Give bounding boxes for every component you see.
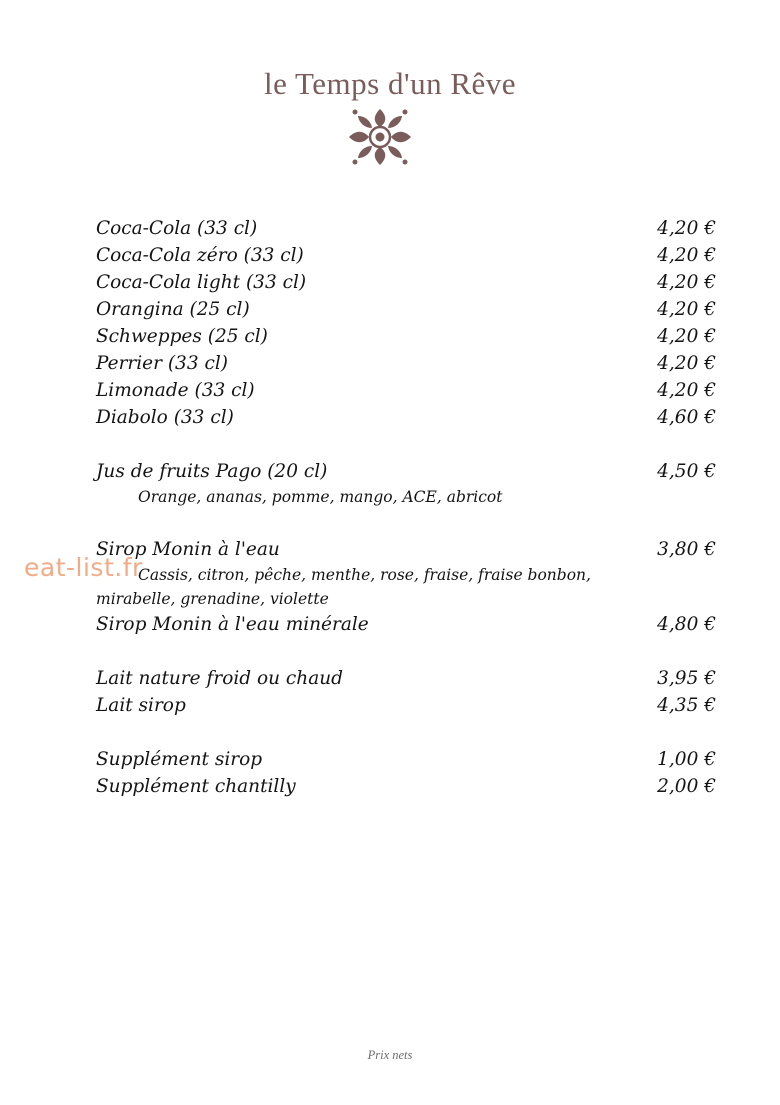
menu-item — [96, 773, 716, 800]
item-name: Lait nature froid ou chaud — [96, 668, 343, 689]
menu-group-sodas — [96, 215, 716, 431]
item-name: Coca-Cola light (33 cl) — [96, 272, 307, 293]
menu-title: le Temps d'un Rêve — [263, 66, 517, 101]
item-description: Cassis, citron, pêche, menthe, rose, fraise, fraise bonbon, — [138, 566, 591, 584]
menu-item — [96, 215, 716, 242]
menu-group-juice — [96, 458, 716, 509]
item-name: Supplément sirop — [96, 749, 263, 770]
item-price: 4,60 € — [657, 407, 716, 428]
menu-item — [96, 458, 716, 485]
menu-item — [96, 269, 716, 296]
item-name: Lait sirop — [96, 695, 186, 716]
item-price: 4,20 € — [657, 326, 716, 347]
spacer — [96, 509, 716, 536]
menu-item — [96, 377, 716, 404]
menu-item — [96, 665, 716, 692]
item-price: 4,35 € — [657, 695, 716, 716]
item-price: 4,80 € — [657, 614, 716, 635]
item-name: Sirop Monin à l'eau — [96, 539, 280, 560]
menu-item — [96, 323, 716, 350]
item-price: 4,20 € — [657, 245, 716, 266]
watermark: eat-list.fr — [24, 553, 143, 582]
item-price: 4,20 € — [657, 218, 716, 239]
spacer — [96, 719, 716, 746]
item-price: 4,20 € — [657, 272, 716, 293]
menu-item — [96, 536, 716, 563]
menu-group-milk — [96, 665, 716, 719]
item-price: 4,20 € — [657, 380, 716, 401]
ornament-icon — [345, 106, 415, 168]
item-price: 1,00 € — [657, 749, 716, 770]
item-name: Perrier (33 cl) — [96, 353, 228, 374]
menu-item — [96, 404, 716, 431]
item-price: 4,20 € — [657, 353, 716, 374]
item-price: 3,80 € — [657, 539, 716, 560]
item-name: Sirop Monin à l'eau minérale — [96, 614, 369, 635]
item-price: 3,95 € — [657, 668, 716, 689]
item-name: Coca-Cola (33 cl) — [96, 218, 258, 239]
drinks-menu — [96, 215, 716, 800]
item-name: Diabolo (33 cl) — [96, 407, 234, 428]
item-name: Orangina (25 cl) — [96, 299, 250, 320]
item-description: Orange, ananas, pomme, mango, ACE, abricot — [138, 488, 503, 506]
item-name: Supplément chantilly — [96, 776, 296, 797]
menu-item — [96, 611, 716, 638]
footer-note: Prix nets — [367, 1048, 413, 1062]
item-price: 4,20 € — [657, 299, 716, 320]
spacer — [96, 638, 716, 665]
item-price: 2,00 € — [657, 776, 716, 797]
menu-item — [96, 692, 716, 719]
menu-item — [96, 296, 716, 323]
menu-group-syrup — [96, 536, 716, 638]
item-name: Coca-Cola zéro (33 cl) — [96, 245, 304, 266]
menu-item — [96, 242, 716, 269]
item-name: Jus de fruits Pago (20 cl) — [96, 461, 328, 482]
spacer — [96, 431, 716, 458]
menu-item — [96, 746, 716, 773]
item-name: Schweppes (25 cl) — [96, 326, 268, 347]
menu-group-supplements — [96, 746, 716, 800]
item-description: mirabelle, grenadine, violette — [96, 590, 329, 608]
menu-item — [96, 350, 716, 377]
item-name: Limonade (33 cl) — [96, 380, 255, 401]
item-price: 4,50 € — [657, 461, 716, 482]
